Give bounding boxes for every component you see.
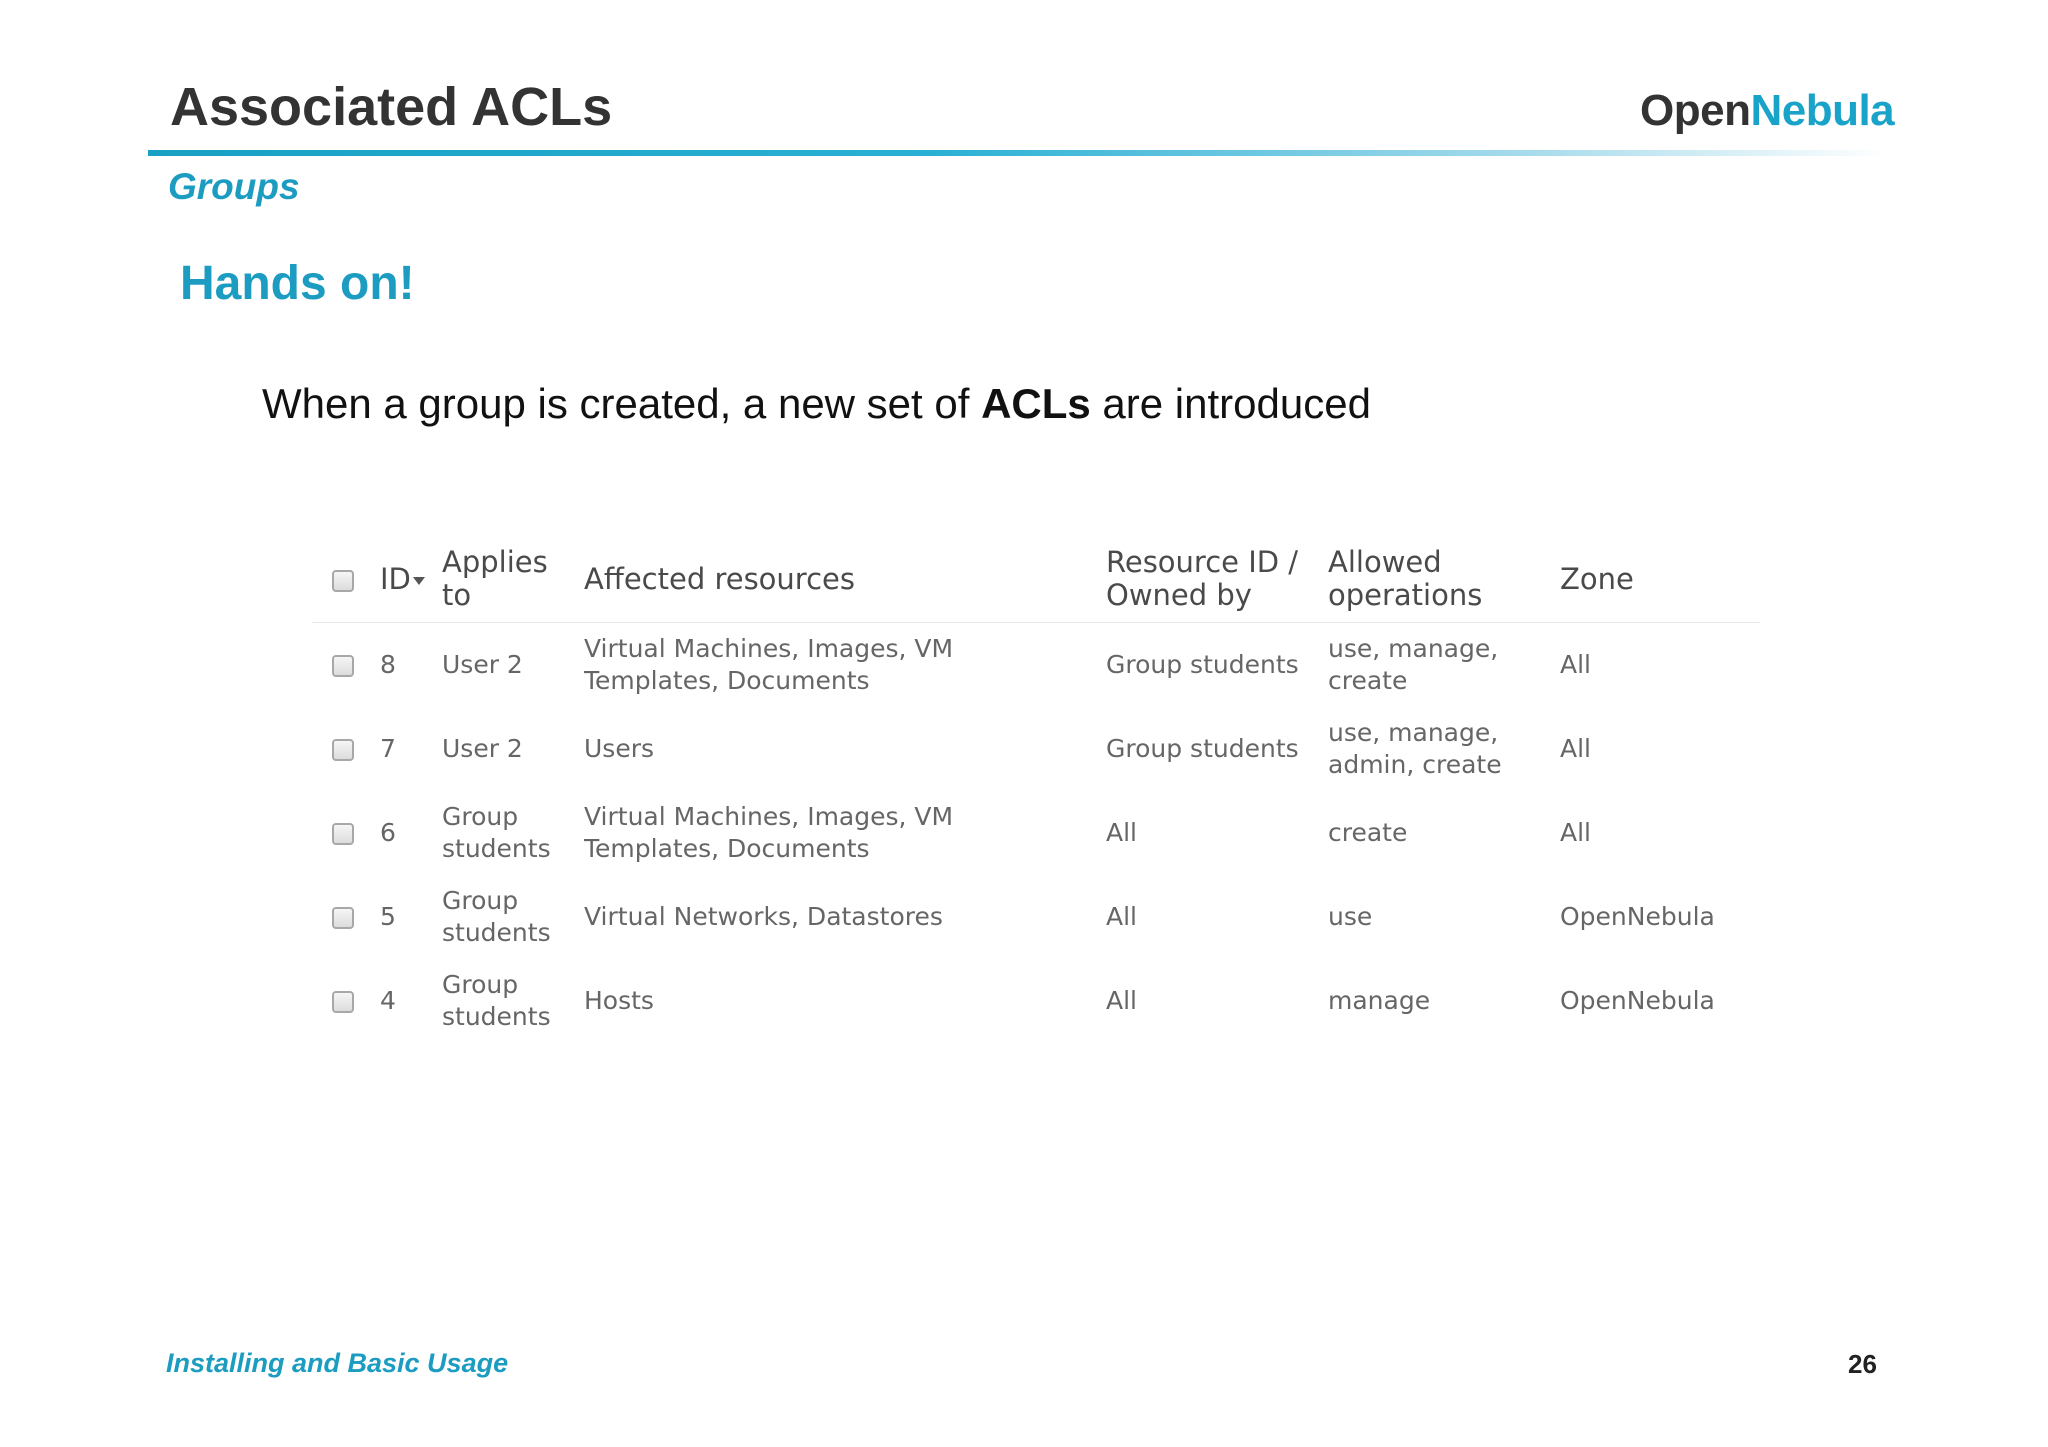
footer-course-title: Installing and Basic Usage <box>166 1348 509 1378</box>
header-affected-resources[interactable]: Affected resources <box>578 538 1100 623</box>
slide-subtitle: Groups <box>168 166 300 207</box>
cell-zone: All <box>1560 818 1591 847</box>
row-select[interactable] <box>312 707 374 791</box>
acl-table <box>312 538 1760 1043</box>
cell-affected-resources: Virtual Machines, Images, VM Templates, Documents <box>584 634 954 695</box>
statement-text-post: are introduced <box>1090 380 1371 427</box>
cell-allowed-operations: manage <box>1328 986 1431 1015</box>
cell-resource-owner: All <box>1106 986 1137 1015</box>
header-resource-owner[interactable]: Resource ID / Owned by <box>1100 538 1322 623</box>
table-header-row <box>312 538 1760 623</box>
cell-affected-resources: Virtual Networks, Datastores <box>584 902 943 931</box>
cell-applies-to: Group students <box>442 802 551 863</box>
header-id[interactable] <box>374 538 436 623</box>
cell-id: 5 <box>380 902 396 931</box>
table-row[interactable] <box>312 791 1760 875</box>
cell-zone: OpenNebula <box>1560 986 1715 1015</box>
header-applies-to[interactable]: Applies to <box>436 538 578 623</box>
cell-applies-to: User 2 <box>442 734 523 763</box>
row-select[interactable] <box>312 959 374 1043</box>
row-checkbox[interactable] <box>332 739 354 761</box>
header-allowed-operations[interactable]: Allowed operations <box>1322 538 1554 623</box>
cell-affected-resources: Users <box>584 734 655 763</box>
cell-applies-to: User 2 <box>442 650 523 679</box>
row-select[interactable] <box>312 875 374 959</box>
logo-text-open: Open <box>1640 86 1751 135</box>
row-checkbox[interactable] <box>332 991 354 1013</box>
cell-allowed-operations: use, manage, admin, create <box>1328 718 1502 779</box>
opennebula-logo <box>1640 86 1894 136</box>
cell-applies-to: Group students <box>442 886 551 947</box>
cell-affected-resources: Hosts <box>584 986 654 1015</box>
row-checkbox[interactable] <box>332 655 354 677</box>
table-row[interactable] <box>312 875 1760 959</box>
cell-zone: All <box>1560 734 1591 763</box>
table-row[interactable] <box>312 623 1760 708</box>
cell-resource-owner: All <box>1106 818 1137 847</box>
cell-resource-owner: Group students <box>1106 650 1299 679</box>
header-id-label: ID <box>380 561 411 596</box>
header-select-all[interactable] <box>312 538 374 623</box>
cell-id: 8 <box>380 650 396 679</box>
cell-affected-resources: Virtual Machines, Images, VM Templates, Documents <box>584 802 954 863</box>
cell-allowed-operations: use <box>1328 902 1373 931</box>
cell-zone: OpenNebula <box>1560 902 1715 931</box>
statement-text-bold: ACLs <box>981 380 1091 427</box>
table-row[interactable] <box>312 707 1760 791</box>
section-heading: Hands on! <box>180 257 415 310</box>
page-number: 26 <box>1848 1349 1877 1379</box>
cell-id: 6 <box>380 818 396 847</box>
cell-zone: All <box>1560 650 1591 679</box>
cell-resource-owner: Group students <box>1106 734 1299 763</box>
cell-allowed-operations: use, manage, create <box>1328 634 1499 695</box>
slide-title: Associated ACLs <box>170 77 613 137</box>
cell-id: 4 <box>380 986 396 1015</box>
select-all-checkbox[interactable] <box>332 570 354 592</box>
row-checkbox[interactable] <box>332 907 354 929</box>
slide-statement <box>262 380 1371 428</box>
header-zone[interactable]: Zone <box>1554 538 1760 623</box>
title-divider <box>148 150 1888 156</box>
table-row[interactable] <box>312 959 1760 1043</box>
logo-text-nebula: Nebula <box>1750 86 1895 135</box>
cell-allowed-operations: create <box>1328 818 1408 847</box>
cell-applies-to: Group students <box>442 970 551 1031</box>
cell-id: 7 <box>380 734 396 763</box>
sort-desc-icon[interactable] <box>413 577 425 585</box>
statement-text-pre: When a group is created, a new set of <box>262 380 982 427</box>
row-select[interactable] <box>312 791 374 875</box>
cell-resource-owner: All <box>1106 902 1137 931</box>
row-checkbox[interactable] <box>332 823 354 845</box>
row-select[interactable] <box>312 623 374 708</box>
